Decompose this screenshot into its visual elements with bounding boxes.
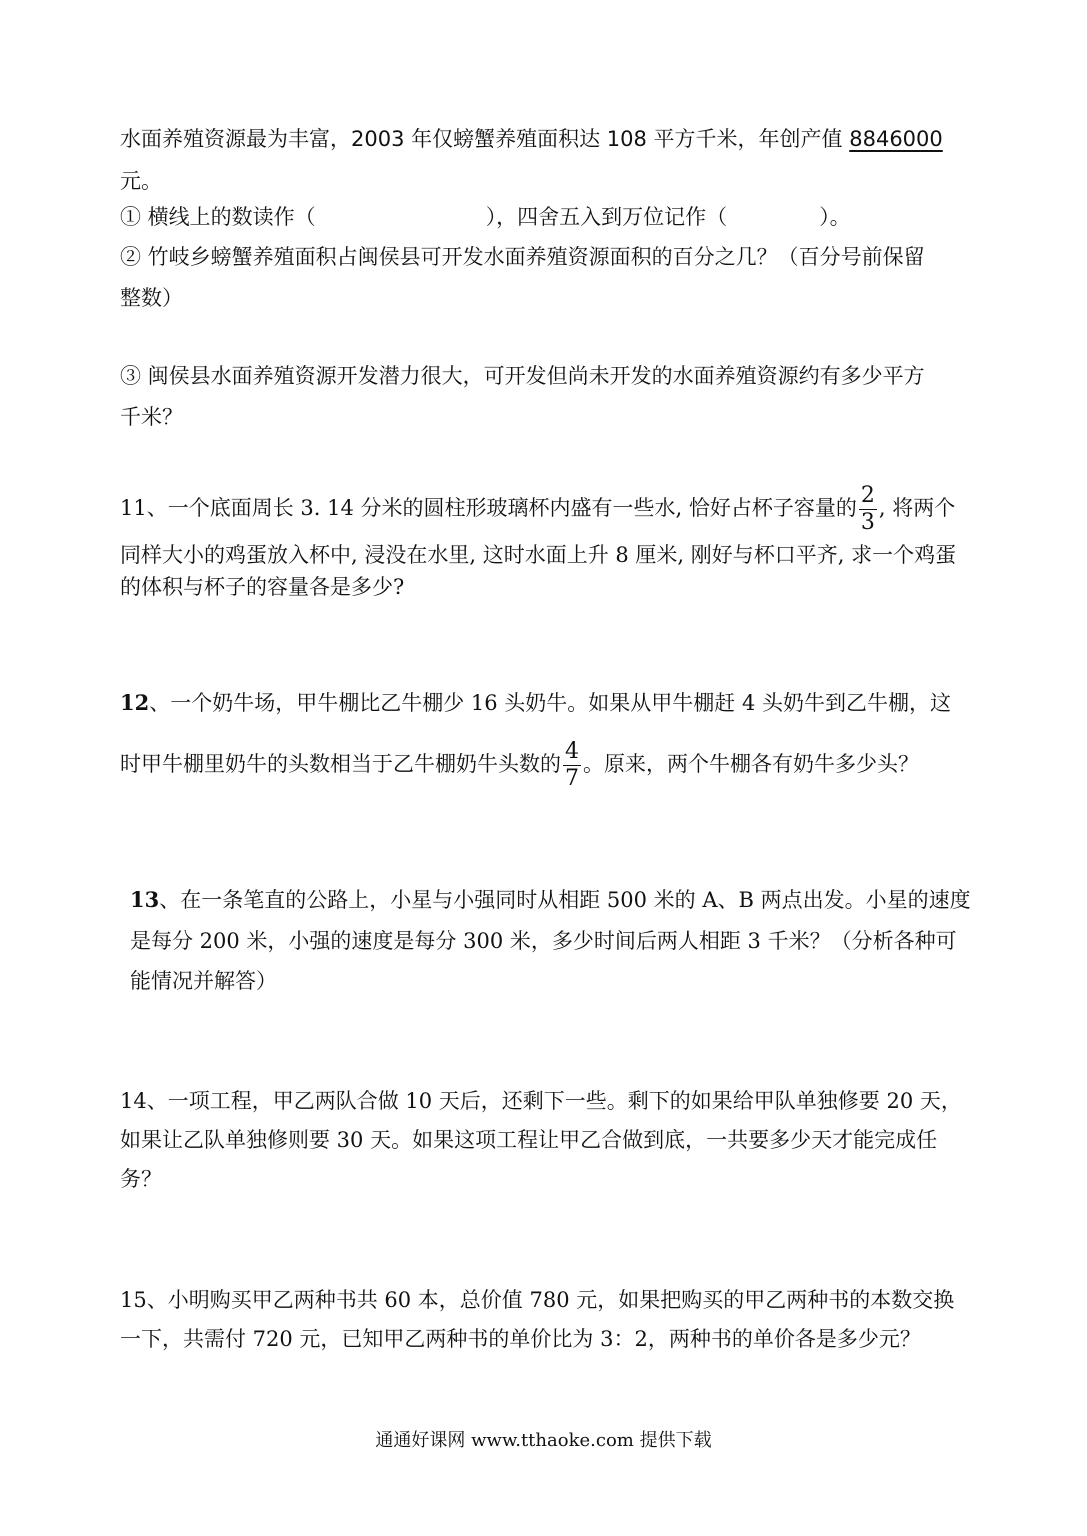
intro-text: 水面养殖资源最为丰富，2003 年仅螃蟹养殖面积达 108 平方千米，年创产值 [120,127,850,151]
q10-sub3-line-2 [120,402,183,432]
fraction-denominator: 7 [565,766,579,791]
q13-line-3 [130,966,277,996]
q10-sub3-text: ③ 闽侯县水面养殖资源开发潜力很大，可开发但尚未开发的水面养殖资源约有多少平方 [120,364,925,388]
q14-text-line-1: 14、一项工程，甲乙两队合做 10 天后，还剩下一些。剩下的如果给甲队单独修要 20 天， [120,1089,962,1113]
fraction-two-thirds [859,483,877,536]
q15-text-line-1: 15、小明购买甲乙两种书共 60 本，总价值 780 元，如果把购买的甲乙两种书的本数交换 [120,1288,955,1312]
q14-line-2 [120,1125,937,1155]
q15-line-1 [120,1285,954,1315]
intro-text-end: 元。 [120,169,162,193]
fraction-numerator: 4 [565,739,579,764]
q14-text-line-2: 如果让乙队单独修则要 30 天。如果这项工程让甲乙合做到底，一共要多少天才能完成任 [120,1128,938,1152]
q10-sub1-text-b: ），四舍五入到万位记作（ [485,205,728,229]
fraction-four-sevenths [563,739,581,792]
q13-text-line-3: 能情况并解答） [130,969,277,993]
underlined-value: 8846000 [849,127,943,151]
footer-text: 通通好课网 www.tthaoke.com 提供下载 [375,1430,712,1451]
q13-text-a: 、在一条笔直的公路上，小星与小强同时从相距 500 米的 A、B 两点出发。小星的速度 [159,888,971,912]
q14-line-3 [120,1164,162,1194]
q11-line-3 [120,572,404,602]
q12-line-1 [120,688,951,718]
q11-text-b: , 将两个 [878,496,956,520]
q13-line-2 [130,926,957,956]
q15-line-2 [120,1324,921,1354]
q10-sub1-text-a: ① 横线上的数读作（ [120,205,316,229]
fraction-numerator: 2 [860,483,875,508]
page-footer [0,1428,1087,1454]
q12-text-c: 。原来，两个牛棚各有奶牛多少头？ [583,752,919,776]
q13-text-line-2: 是每分 200 米，小强的速度是每分 300 米，多少时间后两人相距 3 千米？（分析各种可 [130,929,957,953]
q12-text-b: 时甲牛棚里奶牛的头数相当于乙牛棚奶牛头数的 [120,752,561,776]
q11-text-a: 11、一个底面周长 3. 14 分米的圆柱形玻璃杯内盛有一些水, 恰好占杯子容量的 [120,496,857,520]
q10-sub1-text-c: ）。 [819,205,851,229]
q12-text-a: 、一个奶牛场，甲牛棚比乙牛棚少 16 头奶牛。如果从甲牛棚赶 4 头奶牛到乙牛棚，这 [149,691,952,715]
intro-line-1 [120,124,943,154]
q11-line-1 [120,480,955,536]
q11-line-2 [120,540,956,570]
q11-text-line-2: 同样大小的鸡蛋放入杯中, 浸没在水里, 这时水面上升 8 厘米, 刚好与杯口平齐, 求一个鸡蛋 [120,543,957,567]
q13-line-1 [130,885,971,915]
q12-number: 12 [120,690,150,715]
q13-number: 13 [130,887,160,912]
q10-sub2-text-end: 整数） [120,286,183,310]
q14-text-line-3: 务？ [120,1167,162,1191]
fraction-denominator: 3 [860,510,875,535]
intro-line-2 [120,166,162,196]
q10-sub2-text: ② 竹岐乡螃蟹养殖面积占闽侯县可开发水面养殖资源面积的百分之几？（百分号前保留 [120,245,925,269]
q15-text-line-2: 一下，共需付 720 元，已知甲乙两种书的单价比为 3：2，两种书的单价各是多少元？ [120,1327,921,1351]
q10-sub2-line-1 [120,242,925,272]
q10-sub3-text-end: 千米？ [120,405,183,429]
q10-sub3-line-1 [120,361,925,391]
q11-text-line-3: 的体积与杯子的容量各是多少? [120,575,405,599]
q12-line-2 [120,734,919,794]
q14-line-1 [120,1086,962,1116]
q10-sub2-line-2 [120,283,183,313]
q10-sub1 [120,202,851,232]
